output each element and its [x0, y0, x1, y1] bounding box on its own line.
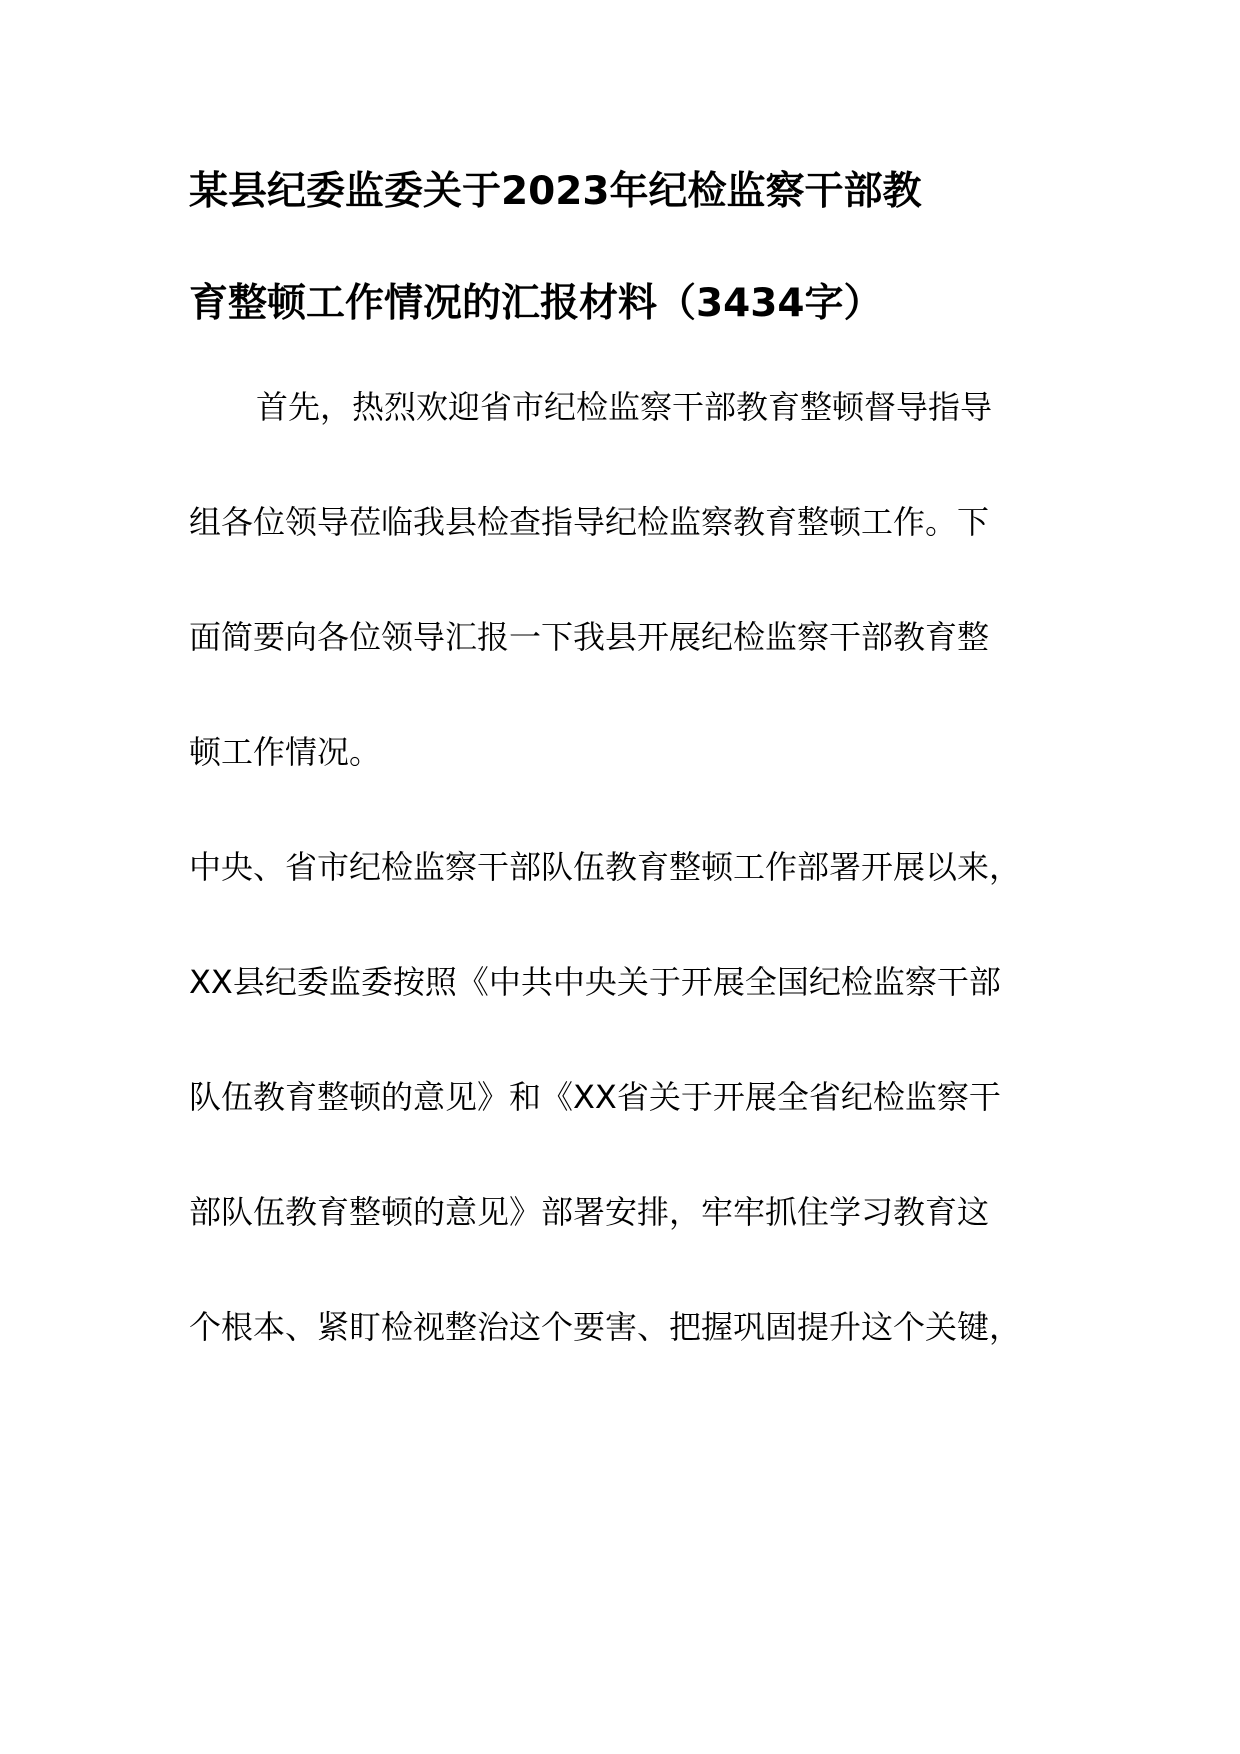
paragraph-1-line-1: 首先，热烈欢迎省市纪检监察干部教育整顿督导指导 [256, 388, 993, 426]
paragraph-1-line-4: 顿工作情况。 [189, 733, 382, 771]
paragraph-2-line-4: 部队伍教育整顿的意见》部署安排，牢牢抓住学习教育这 [189, 1193, 990, 1231]
paragraph-1-line-3: 面简要向各位领导汇报一下我县开展纪检监察干部教育整 [189, 618, 990, 656]
paragraph-2-line-2: XX县纪委监委按照《中共中央关于开展全国纪检监察干部 [189, 963, 1001, 1001]
document-title-line-2: 育整顿工作情况的汇报材料（3434字） [189, 281, 883, 326]
paragraph-2-line-5: 个根本、紧盯检视整治这个要害、把握巩固提升这个关键， [189, 1308, 1022, 1346]
paragraph-2-line-3: 队伍教育整顿的意见》和《XX省关于开展全省纪检监察干 [189, 1078, 1001, 1116]
document-title-line-1: 某县纪委监委关于2023年纪检监察干部教 [189, 169, 922, 214]
paragraph-1-line-2: 组各位领导莅临我县检查指导纪检监察教育整顿工作。下 [189, 503, 990, 541]
paragraph-2-line-1: 中央、省市纪检监察干部队伍教育整顿工作部署开展以来， [189, 848, 1022, 886]
